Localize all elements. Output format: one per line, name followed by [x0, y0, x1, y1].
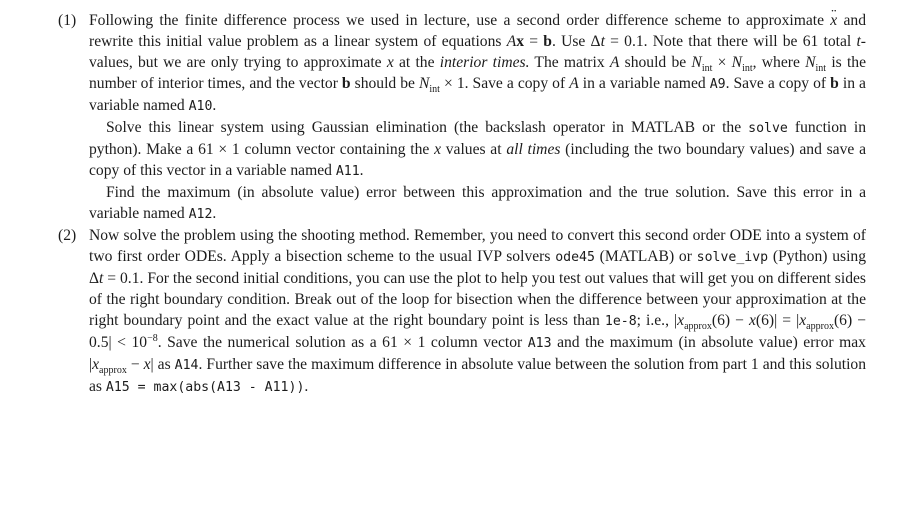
math-var: x — [677, 312, 685, 329]
problem-number: (2) — [58, 227, 77, 244]
math-var: x — [386, 54, 394, 71]
text-run: − — [126, 356, 144, 373]
code-token: A12 — [188, 207, 213, 222]
math-var: x — [434, 141, 441, 158]
text-run: . — [304, 378, 309, 395]
code-token: 1e-8 — [604, 314, 637, 329]
text-run: is the number of interior times, and the vector — [89, 54, 867, 92]
code-token: A13 — [527, 336, 552, 351]
text-run: . Save a copy of — [725, 75, 831, 92]
subscript: int — [742, 63, 753, 75]
paragraph — [89, 225, 866, 398]
math-var: A — [506, 33, 517, 50]
problem-document — [58, 10, 866, 398]
text-run: and the maximum (in absolute value) error max | — [89, 334, 866, 373]
text-run: = — [524, 33, 544, 50]
code-token: A11 — [335, 164, 360, 179]
code-token: A14 — [174, 358, 199, 373]
math-var: N — [805, 54, 816, 71]
subscript: int — [701, 63, 713, 75]
subscript: int — [815, 63, 827, 75]
text-run: (6)| = | — [755, 312, 800, 329]
math-var: N — [419, 75, 430, 92]
math-var: x — [748, 312, 756, 329]
text-run: × — [712, 54, 732, 71]
problem-body — [89, 225, 866, 398]
paragraph — [89, 182, 866, 225]
text-run: (Python) using Δ — [89, 248, 867, 287]
paragraph — [89, 10, 866, 117]
text-run: and rewrite this initial value problem as a linear system of equations — [89, 12, 866, 50]
text-run: × 1. Save a copy of — [439, 75, 570, 92]
math-var: N — [731, 54, 743, 71]
subscript: approx — [99, 365, 127, 377]
math-var: N — [691, 54, 702, 71]
text-run: should be — [619, 54, 692, 71]
math-var: x — [143, 356, 151, 373]
text-run: ; i.e., | — [636, 312, 678, 329]
text-run: (including the two boundary values) and save a copy of this vector in a variable named — [89, 141, 866, 179]
superscript: −8 — [147, 332, 158, 344]
text-run: . Use Δ — [551, 33, 601, 50]
text-run: values at — [440, 141, 507, 158]
math-var: A — [569, 75, 579, 92]
problem-number: (1) — [58, 12, 77, 29]
text-run: . — [359, 162, 364, 179]
text-run: at the — [393, 54, 440, 71]
code-token: A15 = max(abs(A13 - A11)) — [105, 380, 305, 395]
code-token: solve_ivp — [696, 250, 769, 265]
text-run: . — [212, 97, 217, 114]
text-run: function in python). Make a 61 × 1 column vector containing the — [89, 119, 866, 158]
math-var: t — [856, 33, 861, 50]
math-var: t — [99, 270, 104, 287]
math-var: t — [600, 33, 605, 50]
text-run: (6) − 0.5| < 10 — [89, 312, 866, 351]
double-dot-var: x ¨ — [830, 12, 837, 29]
text-run: . — [212, 205, 217, 222]
text-run: . Save the numerical solution as a 61 × 1 column vector — [157, 334, 528, 351]
text-run: = 0.1. For the second initial conditions, you can use the plot to help you test out values that will get you on different sides of the right boundary condition. Break out of the loop for bisection when the difference between your approximation at the right boundary point and the exact value at the right boundary point is less than — [89, 270, 866, 329]
text-run: , where — [752, 54, 806, 71]
text-run: -values, but we are only trying to approximate — [89, 33, 866, 71]
subscript: int — [429, 84, 440, 96]
code-token: A10 — [188, 99, 213, 114]
text-run: Find the maximum (in absolute value) error between this approximation and the true solution. Save this error in a variable named — [89, 184, 866, 222]
math-var: interior times. — [439, 54, 530, 71]
text-run: (6) − — [711, 312, 749, 329]
text-run: Following the finite difference process we used in lecture, use a second order difference scheme to approximate — [89, 12, 831, 29]
text-run: = 0.1. Note that there will be 61 total — [604, 33, 857, 50]
math-var: x — [92, 356, 100, 373]
text-run: should be — [350, 75, 419, 92]
paragraph — [89, 117, 866, 182]
text-run: Solve this linear system using Gaussian elimination (the backslash operator in MATLAB or the — [106, 119, 749, 136]
math-var: all times — [506, 141, 561, 158]
problem-item — [58, 225, 866, 398]
math-var: x — [799, 312, 807, 329]
text-run: The matrix — [529, 54, 610, 71]
text-run: in a variable named — [578, 75, 710, 92]
text-run: (MATLAB) or — [594, 248, 697, 265]
bold-vector: b — [543, 33, 552, 50]
code-token: A9 — [709, 77, 726, 92]
text-run: in a variable named — [89, 75, 866, 114]
text-run: | as — [150, 356, 175, 373]
problem-body — [89, 10, 866, 225]
problem-item — [58, 10, 866, 225]
math-var: A — [609, 54, 620, 71]
text-run: Now solve the problem using the shooting method. Remember, you need to convert this second order ODE into a system of two first order ODEs. Apply a bisection scheme to the usual IVP solvers — [89, 227, 866, 265]
subscript: approx — [806, 321, 834, 333]
text-run: . Further save the maximum difference in absolute value between the solution from part 1 and this solution as — [89, 356, 866, 395]
bold-vector: b — [341, 75, 351, 92]
subscript: approx — [684, 321, 712, 333]
bold-vector: b — [830, 75, 839, 92]
bold-vector: x — [516, 33, 525, 50]
code-token: ode45 — [555, 250, 595, 265]
code-token: solve — [748, 121, 788, 136]
